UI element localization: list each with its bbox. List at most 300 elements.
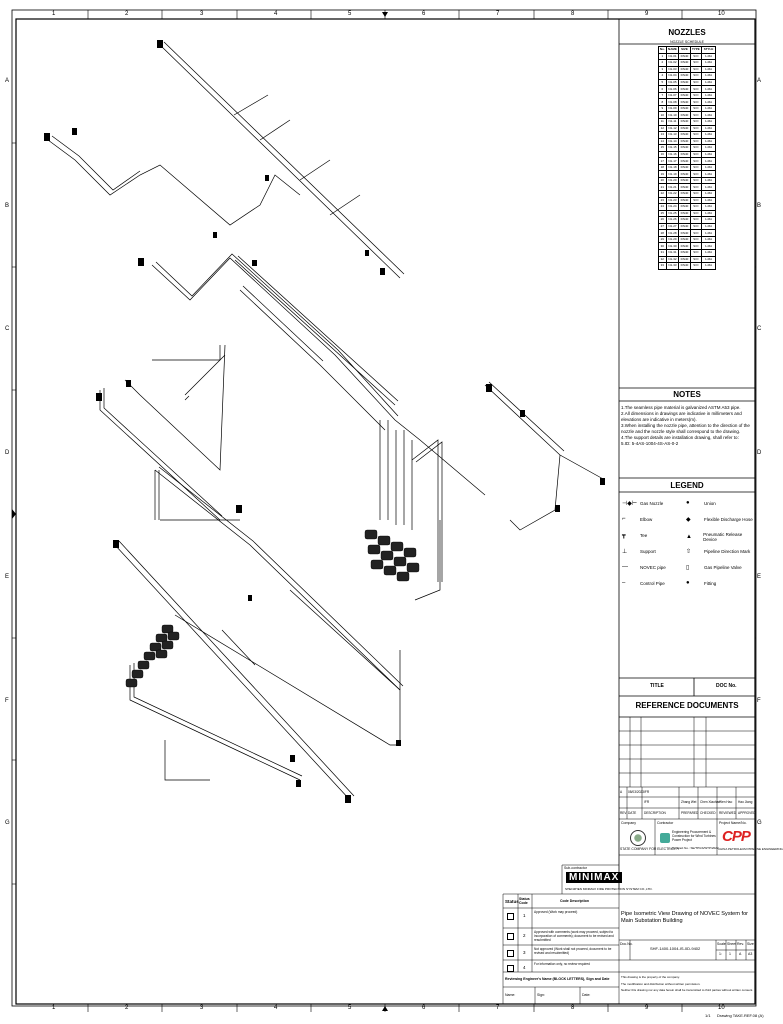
- table-cell: 21: [659, 184, 667, 191]
- gas-valve-icon: ▯: [686, 565, 690, 571]
- table-cell: DN40: [680, 165, 689, 170]
- table-cell: DN40: [680, 237, 689, 242]
- table-cell: 33: [659, 263, 667, 270]
- scale-label: Scale: [717, 942, 726, 946]
- row-mark: A: [5, 78, 10, 84]
- table-cell: 1-MA: [702, 204, 716, 211]
- table-cell: DN40: [680, 204, 689, 209]
- status-code: 1: [523, 913, 526, 918]
- legend-label: Support: [640, 549, 656, 554]
- table-cell: S/O: [690, 217, 701, 224]
- disclaimer-1: This drawing is the property of the company.: [621, 975, 680, 979]
- novec-pipe-icon: —: [622, 564, 628, 570]
- table-cell: DN40: [680, 60, 689, 65]
- table-cell: S/O: [690, 210, 701, 217]
- status-checkbox[interactable]: [507, 933, 514, 940]
- table-cell: N1-06: [666, 86, 679, 93]
- table-cell: 31: [659, 249, 667, 256]
- table-cell: 2: [659, 60, 667, 67]
- revision-cell: REV.: [620, 811, 628, 815]
- table-cell: 1-MA: [702, 223, 716, 230]
- table-cell: S/O: [690, 197, 701, 204]
- column-mark: 9: [645, 1005, 649, 1011]
- table-cell: DN40: [680, 80, 689, 84]
- row-mark: G: [5, 820, 10, 826]
- status-code: 3: [523, 950, 526, 955]
- table-cell: N1-15: [666, 145, 679, 152]
- row-mark: G: [757, 820, 762, 826]
- table-cell: DN40: [680, 132, 689, 137]
- table-cell: S/O: [690, 132, 701, 139]
- subcontractor-label: Sub-contractor: [564, 866, 587, 870]
- table-cell: S/O: [690, 112, 701, 119]
- table-cell: S/O: [690, 204, 701, 211]
- table-cell: S/O: [690, 249, 701, 256]
- legend-item: [686, 500, 716, 506]
- sheet-label: Sheet: [727, 942, 737, 946]
- note-line: 3.When installing the nozzle pipe, attention to the direction of the nozzle and the nozzle style shall correspond to the drawing.: [621, 423, 750, 434]
- table-cell: 1-MA: [702, 151, 716, 158]
- table-cell: 32: [659, 256, 667, 263]
- row-mark: F: [5, 698, 9, 704]
- table-cell: N1-20: [666, 177, 679, 184]
- table-cell: 25: [659, 210, 667, 217]
- legend-label: Pipeline Direction Mark: [704, 549, 751, 554]
- table-cell: DN40: [680, 99, 689, 104]
- table-cell: 1-MA: [702, 86, 716, 93]
- name-label: Name:: [505, 993, 516, 997]
- table-cell: 26: [659, 217, 667, 224]
- legend-label: Control Pipe: [640, 580, 665, 586]
- status-description: Approved (Work may proceed): [534, 910, 578, 914]
- table-cell: DN40: [680, 243, 689, 248]
- table-cell: N1-01: [666, 53, 679, 60]
- column-mark: 6: [422, 1005, 426, 1011]
- table-cell: S/O: [690, 164, 701, 171]
- table-cell: 1-MA: [702, 177, 716, 184]
- support-icon: ⊥: [622, 549, 628, 555]
- revision-cell: Zhang Wei: [681, 800, 697, 804]
- row-mark: D: [5, 450, 10, 456]
- column-mark: 10: [718, 1005, 725, 1011]
- table-cell: 1-MA: [702, 105, 716, 112]
- drawing-title: Pipe Isometric View Drawing of NOVEC System for Main Substation Building: [621, 911, 749, 924]
- minimax-subtitle: SHENZHEN MINIMAX FIRE PROTECTION SYSTEM CO.,LTD.: [565, 887, 653, 891]
- table-cell: N1-31: [666, 249, 679, 256]
- document-number: SHF-1400-1004-IS-0D-9402: [650, 946, 701, 951]
- table-cell: DN40: [680, 138, 689, 143]
- note-line: 2.All dimensions in drawings are indicative in millimeters and elevations are indicative in meters(m).: [621, 411, 742, 422]
- company-label: Company: [621, 821, 636, 825]
- table-cell: DN40: [680, 256, 689, 261]
- table-cell: S/O: [690, 73, 701, 80]
- elbow-icon: ⌐: [622, 516, 626, 522]
- nozzle-header-cell: STYLE: [702, 47, 716, 54]
- row-mark: A: [757, 78, 762, 84]
- legend-item: [686, 580, 716, 586]
- table-cell: 1-MA: [702, 73, 716, 80]
- owner-name: STATE COMPANY FOR ELECTRICITY: [620, 847, 680, 851]
- row-mark: C: [5, 326, 10, 332]
- revision-cell: IFR: [644, 800, 650, 804]
- table-cell: 15: [659, 145, 667, 152]
- table-cell: N1-07: [666, 92, 679, 99]
- table-cell: 1-MA: [702, 138, 716, 145]
- table-cell: 17: [659, 158, 667, 165]
- column-mark: 8: [571, 1005, 575, 1011]
- notes-title: NOTES: [673, 390, 701, 399]
- table-cell: DN40: [680, 191, 689, 196]
- table-cell: N1-27: [666, 223, 679, 230]
- table-cell: DN40: [680, 184, 689, 189]
- legend-item: [622, 500, 663, 507]
- column-mark: 2: [125, 11, 129, 17]
- table-cell: DN40: [680, 119, 689, 124]
- table-cell: 14: [659, 138, 667, 145]
- table-cell: N1-32: [666, 256, 679, 263]
- legend-item: [622, 516, 652, 522]
- table-cell: DN40: [680, 112, 689, 117]
- column-mark: 6: [422, 11, 426, 17]
- revision-cell: IFR: [644, 790, 650, 794]
- rev-label: Rev.: [737, 942, 744, 946]
- status-checkbox[interactable]: [507, 913, 514, 920]
- legend-label: Pneumatic Release Device: [703, 532, 743, 542]
- legend-label: Flexible Discharge Hose: [704, 517, 753, 522]
- revision-cell: Hao Jiang: [738, 800, 753, 804]
- table-cell: 6: [659, 86, 667, 93]
- table-cell: 11: [659, 119, 667, 126]
- center-mark-top: [382, 12, 388, 17]
- nozzles-title: NOZZLES: [668, 28, 706, 37]
- sheet-value: 1: [729, 952, 731, 956]
- table-cell: DN40: [680, 158, 689, 163]
- table-cell: S/O: [690, 263, 701, 270]
- valve-bank-center: [365, 530, 419, 581]
- revision-cell: REVIEWED: [719, 811, 737, 815]
- nozzle-header-cell: SIZE: [679, 47, 690, 54]
- status-description: Approved with comments (work may proceed, subject to incorporation of comments); document to be revised and resubmitted: [534, 930, 614, 942]
- status-description: Not approved (Work shall not proceed, document to be revised and resubmitted): [534, 947, 612, 955]
- table-cell: 18: [659, 164, 667, 171]
- revision-cell: A: [620, 790, 623, 794]
- row-mark: F: [757, 698, 761, 704]
- table-cell: N1-18: [666, 164, 679, 171]
- table-cell: 16: [659, 151, 667, 158]
- table-cell: N1-08: [666, 99, 679, 106]
- status-code: 2: [523, 933, 526, 938]
- date-label: Date:: [582, 993, 591, 997]
- legend-item: [686, 516, 753, 523]
- column-mark: 1: [52, 1005, 56, 1011]
- legend-title: LEGEND: [670, 481, 704, 490]
- footer-code: Drawing TAKE.REF.08 (A): [717, 1013, 764, 1018]
- table-cell: 23: [659, 197, 667, 204]
- table-cell: 5: [659, 79, 667, 86]
- table-cell: N1-22: [666, 191, 679, 198]
- column-mark: 3: [200, 1005, 204, 1011]
- table-cell: S/O: [690, 256, 701, 263]
- notes-list: [621, 405, 753, 447]
- table-cell: S/O: [690, 230, 701, 237]
- legend-item: [622, 532, 647, 539]
- legend-item: [622, 580, 665, 586]
- table-cell: DN40: [680, 224, 689, 229]
- table-cell: 1-MA: [702, 243, 716, 250]
- table-cell: N1-16: [666, 151, 679, 158]
- legend-label: Fitting: [704, 580, 717, 586]
- table-cell: 1-MA: [702, 60, 716, 67]
- reference-documents-grid: [503, 717, 755, 1004]
- column-mark: 4: [274, 1005, 278, 1011]
- project-label: Project Name/No.: [719, 821, 747, 825]
- column-mark: 1: [52, 11, 56, 17]
- table-cell: S/O: [690, 119, 701, 126]
- reviewer-note: Reviewing Engineer's Name (BLOCK LETTERS), Sign and Date: [505, 977, 610, 981]
- nozzle-table-title: NOZZLE SCHEDULE: [670, 40, 704, 44]
- disclaimer-3: Neither this drawing nor any data herein shall be transmitted to third parties without written consent.: [621, 988, 754, 992]
- rev-value: A: [739, 952, 742, 956]
- table-cell: N1-11: [666, 119, 679, 126]
- table-cell: S/O: [690, 99, 701, 106]
- table-cell: DN40: [680, 171, 689, 176]
- table-cell: N1-02: [666, 60, 679, 67]
- revision-cell: Chen Xiaohan: [700, 800, 721, 804]
- column-mark: 3: [200, 11, 204, 17]
- row-mark: C: [757, 326, 762, 332]
- revision-cell: DESCRIPTION: [644, 811, 666, 815]
- table-cell: 19: [659, 171, 667, 178]
- table-cell: N1-04: [666, 73, 679, 80]
- table-cell: S/O: [690, 145, 701, 152]
- footer-left: 1/1: [705, 1013, 711, 1018]
- table-cell: N1-14: [666, 138, 679, 145]
- fitting-icon: ●: [686, 580, 690, 586]
- table-cell: S/O: [690, 66, 701, 73]
- table-cell: S/O: [690, 92, 701, 99]
- cpp-subtitle: CHINA PETROLEUM PIPELINE ENGINEERING: [718, 847, 783, 851]
- table-cell: N1-28: [666, 230, 679, 237]
- legend-item: [622, 564, 666, 570]
- doc-no-field-label: Doc.No.: [620, 942, 633, 946]
- table-cell: 1-MA: [702, 230, 716, 237]
- table-cell: DN40: [680, 152, 689, 157]
- table-cell: DN40: [680, 125, 689, 130]
- table-cell: N1-13: [666, 132, 679, 139]
- table-cell: 22: [659, 191, 667, 198]
- table-cell: DN40: [680, 53, 689, 58]
- nozzle-icon: ⊣◆⊢: [622, 501, 638, 507]
- table-cell: S/O: [690, 177, 701, 184]
- flexible-hose-icon: ◆: [686, 517, 691, 523]
- pneumatic-release-icon: ▲: [686, 534, 692, 540]
- row-mark: E: [757, 574, 762, 580]
- legend-item: [622, 548, 656, 555]
- legend-label: Union: [704, 500, 716, 506]
- table-cell: 24: [659, 204, 667, 211]
- table-cell: 9: [659, 105, 667, 112]
- table-cell: 1-MA: [702, 249, 716, 256]
- table-cell: DN40: [680, 66, 689, 71]
- code-description-header: Code Description: [560, 899, 589, 903]
- row-mark: B: [757, 203, 762, 209]
- table-cell: S/O: [690, 243, 701, 250]
- tee-icon: ┳: [622, 533, 626, 539]
- row-mark: D: [757, 450, 762, 456]
- table-cell: 1-MA: [702, 158, 716, 165]
- table-cell: S/O: [690, 60, 701, 67]
- table-cell: S/O: [690, 223, 701, 230]
- column-mark: 2: [125, 1005, 129, 1011]
- table-cell: DN40: [680, 250, 689, 255]
- table-cell: 3: [659, 66, 667, 73]
- legend-item: [686, 532, 754, 542]
- table-cell: S/O: [690, 53, 701, 60]
- column-mark: 10: [718, 11, 725, 17]
- table-cell: S/O: [690, 184, 701, 191]
- table-cell: 1-MA: [702, 184, 716, 191]
- revision-cell: 08/03/2023: [628, 790, 644, 794]
- table-cell: DN40: [680, 106, 689, 111]
- table-cell: N1-21: [666, 184, 679, 191]
- table-cell: 12: [659, 125, 667, 132]
- legend-item: [686, 564, 742, 571]
- table-cell: N1-30: [666, 243, 679, 250]
- union-icon: ●: [686, 500, 690, 506]
- table-cell: N1-17: [666, 158, 679, 165]
- legend-label: Tee: [640, 533, 648, 538]
- contractor-sub: Contract No.: SE/TPGS/WTP/2022: [672, 846, 719, 850]
- table-cell: DN40: [680, 210, 689, 215]
- table-cell: DN40: [680, 145, 689, 150]
- status-description: For information only, no review required: [534, 962, 590, 966]
- nozzle-header-cell: TYPE: [691, 47, 700, 52]
- table-cell: 10: [659, 112, 667, 119]
- status-code-header: Status Code: [519, 897, 530, 905]
- table-cell: N1-26: [666, 217, 679, 224]
- scale-value: 1:: [719, 952, 722, 956]
- table-cell: 1-MA: [702, 263, 716, 270]
- status-checkbox[interactable]: [507, 965, 514, 972]
- table-cell: 1-MA: [702, 119, 716, 126]
- table-row: [659, 263, 716, 270]
- status-code: 4: [523, 965, 526, 970]
- table-cell: 1-MA: [702, 256, 716, 263]
- column-mark: 9: [645, 11, 649, 17]
- status-checkbox[interactable]: [507, 950, 514, 957]
- table-cell: DN40: [680, 178, 689, 183]
- table-cell: 29: [659, 236, 667, 243]
- table-cell: DN40: [680, 86, 689, 91]
- table-cell: 13: [659, 132, 667, 139]
- nozzle-header-cell: NAME: [668, 47, 677, 52]
- column-mark: 4: [274, 11, 278, 17]
- row-mark: E: [5, 574, 10, 580]
- column-mark: 5: [348, 11, 352, 17]
- table-cell: 1-MA: [702, 99, 716, 106]
- table-cell: 1-MA: [702, 191, 716, 198]
- column-mark: 7: [496, 11, 500, 17]
- contractor-name: Engineering Procurement & Construction for Wind Turbines Power Project: [672, 830, 716, 842]
- revision-cell: PREPARED: [681, 811, 699, 815]
- table-cell: DN40: [680, 217, 689, 222]
- table-cell: 27: [659, 223, 667, 230]
- table-cell: N1-25: [666, 210, 679, 217]
- table-cell: S/O: [690, 151, 701, 158]
- cpp-logo: CPP: [722, 828, 750, 845]
- table-cell: DN40: [680, 230, 689, 235]
- size-value: A3: [748, 952, 753, 956]
- table-cell: 1-MA: [702, 125, 716, 132]
- table-cell: S/O: [690, 79, 701, 86]
- legend-label: Gas Nozzle: [640, 501, 664, 506]
- table-cell: S/O: [690, 236, 701, 243]
- row-mark: B: [5, 203, 10, 209]
- table-cell: 1-MA: [702, 53, 716, 60]
- table-cell: 1-MA: [702, 210, 716, 217]
- table-cell: N1-03: [666, 66, 679, 73]
- outer-frame: [12, 10, 756, 1006]
- table-cell: 1-MA: [702, 112, 716, 119]
- table-cell: S/O: [690, 191, 701, 198]
- column-mark: 7: [496, 1005, 500, 1011]
- legend-label: NOVEC pipe: [640, 564, 666, 570]
- legend-item: [686, 548, 750, 555]
- note-line: 1.The seamless pipe material is galvanized ASTM A53 pipe.: [621, 405, 741, 410]
- doc-no-label: DOC No.: [716, 683, 737, 689]
- revision-cell: Wen Hao: [719, 800, 733, 804]
- reference-documents-title: REFERENCE DOCUMENTS: [635, 701, 739, 710]
- table-cell: 1-MA: [702, 79, 716, 86]
- column-mark: 8: [571, 11, 575, 17]
- table-cell: DN40: [680, 93, 689, 98]
- table-cell: 8: [659, 99, 667, 106]
- table-cell: 1-MA: [702, 66, 716, 73]
- table-cell: N1-24: [666, 204, 679, 211]
- nozzle-header-cell: No.: [659, 47, 665, 52]
- table-cell: 4: [659, 73, 667, 80]
- nozzle-markers: [44, 40, 605, 803]
- table-cell: 1-MA: [702, 92, 716, 99]
- inner-frame: [16, 19, 755, 1004]
- legend-label: Gas Pipeline Valve: [704, 565, 742, 570]
- column-mark: 5: [348, 1005, 352, 1011]
- table-cell: N1-33: [666, 263, 679, 270]
- owner-logo-icon: [630, 830, 646, 846]
- table-cell: N1-23: [666, 197, 679, 204]
- table-cell: N1-09: [666, 105, 679, 112]
- table-cell: 1-MA: [702, 132, 716, 139]
- table-cell: N1-29: [666, 236, 679, 243]
- table-cell: 1-MA: [702, 171, 716, 178]
- table-cell: DN40: [680, 197, 689, 202]
- table-cell: S/O: [690, 171, 701, 178]
- table-cell: 7: [659, 92, 667, 99]
- table-cell: S/O: [690, 105, 701, 112]
- table-cell: S/O: [690, 138, 701, 145]
- revision-cell: CHECKED: [700, 811, 716, 815]
- table-cell: 28: [659, 230, 667, 237]
- table-cell: 30: [659, 243, 667, 250]
- disclaimer-2: The modification and distribution without written permission.: [621, 982, 701, 986]
- revision-cell: APPROVED: [738, 811, 756, 815]
- center-mark-bottom: [382, 1006, 388, 1011]
- table-cell: N1-12: [666, 125, 679, 132]
- size-label: Size: [747, 942, 754, 946]
- table-cell: 1-MA: [702, 197, 716, 204]
- table-cell: S/O: [690, 86, 701, 93]
- control-pipe-icon: –: [622, 580, 626, 586]
